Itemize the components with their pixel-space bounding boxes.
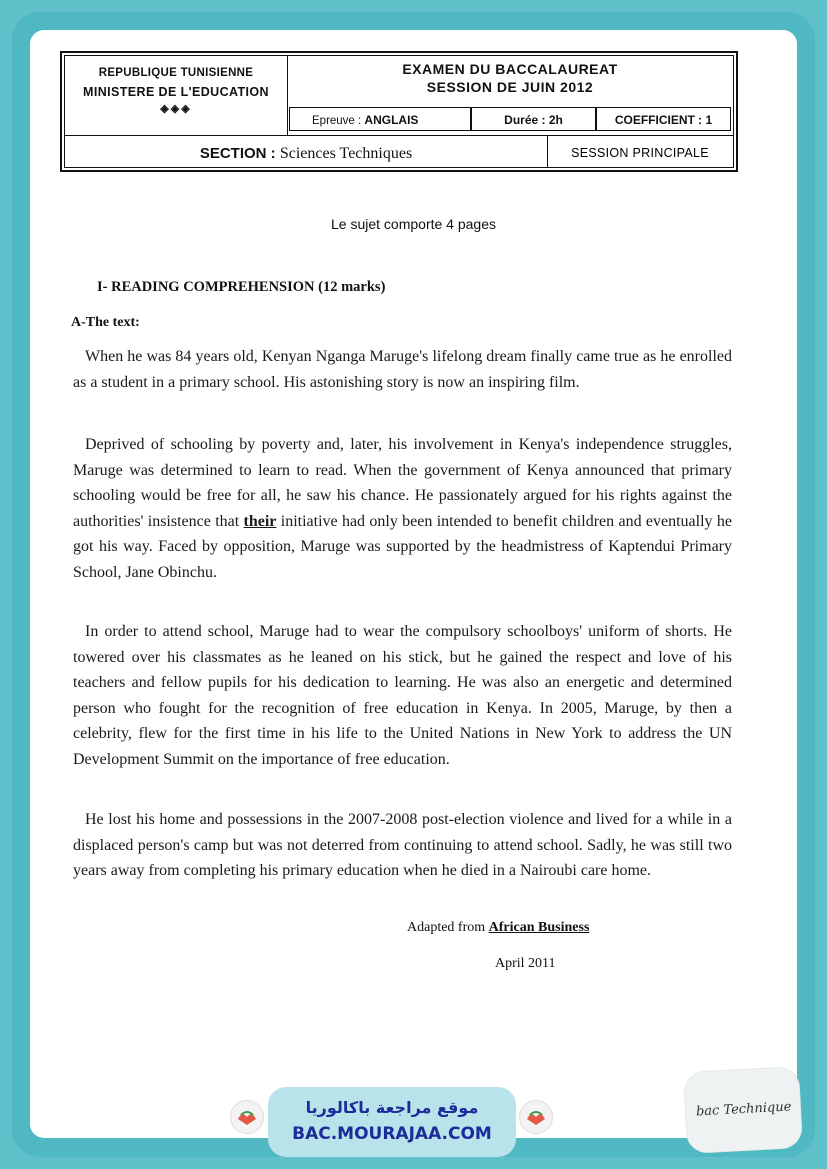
part-title: I- READING COMPREHENSION (12 marks): [97, 279, 386, 295]
site-logo-left-icon: [230, 1100, 264, 1134]
text-title: A-The text:: [71, 315, 140, 330]
paragraph-2-end: initiative had only been intended to benefit children and eventually he got his way. Faced by opposition, Maruge was supported by the headmistress of Kaptendui Primary School, Jane Obinchu.: [73, 512, 732, 581]
exam-title: EXAMEN DU BACCALAUREAT: [402, 61, 618, 77]
site-promo-banner[interactable]: [268, 1087, 516, 1157]
epreuve-label: Epreuve :: [312, 115, 365, 127]
exam-info-row: [287, 105, 733, 135]
source-date: April 2011: [495, 956, 556, 971]
exam-title-block: [287, 56, 733, 105]
epreuve-value: ANGLAIS: [364, 113, 419, 127]
promo-site-url[interactable]: BAC.MOURAJAA.COM: [292, 1124, 492, 1144]
country-name: REPUBLIQUE TUNISIENNE: [98, 67, 254, 79]
section-value: Sciences Techniques: [279, 145, 413, 162]
paragraph-4: He lost his home and possessions in the 2007-2008 post-election violence and lived for a while in a displaced person's camp but was not deterred from continuing to attend school. Sadly, he was still two years away from completing his primary education when he died in a Nairoubi care home.: [73, 811, 732, 879]
session-type-cell: SESSION PRINCIPALE: [571, 146, 709, 160]
section-label: SECTION :: [199, 145, 280, 162]
section-row: [65, 135, 733, 167]
paragraph-3: In order to attend school, Maruge had to wear the compulsory schoolboys' uniform of shorts. He towered over his classmates as he leaned on his stick, but he gained the respect and love of his teachers and fellow pupils for his dedication to learning. He was also an energetic and determined person who fought for the recognition of free education in Kenya. In 2005, Maruge, by then a celebrity, flew for the first time in his life to the United Nations in New York to address the UN Development Summit on the importance of free education.: [73, 623, 732, 768]
paragraph-1: When he was 84 years old, Kenyan Nganga Maruge's lifelong dream finally came true as he enrolled as a student in a primary school. His astonishing story is now an inspiring film.: [73, 348, 732, 391]
ornament: ◈◈◈: [160, 103, 192, 115]
ministry-block: [65, 56, 288, 135]
paragraph-2-start: Deprived of schooling by poverty and, later, his involvement in Kenya's independence struggles, Maruge was determined to learn to read. When the government of Kenya announced that primary schooling would be free for all, he saw his chance. He passionately argued for his rights against the authorities' insistence that: [73, 436, 732, 530]
stamp-text: bac Technique: [695, 1099, 792, 1120]
source-prefix: Adapted from: [407, 920, 489, 935]
duree-cell: Durée : 2h: [471, 107, 596, 131]
source-publication: African Business: [488, 920, 590, 935]
source-line: [407, 920, 589, 936]
exam-session: SESSION DE JUIN 2012: [426, 79, 594, 95]
section-cell: [65, 136, 548, 167]
site-logo-right-icon: [519, 1100, 553, 1134]
pages-note: Le sujet comporte 4 pages: [331, 216, 496, 232]
emphasized-word: their: [243, 512, 277, 530]
coefficient-cell: COEFFICIENT : 1: [596, 107, 731, 131]
epreuve-cell: [289, 107, 471, 131]
promo-arabic-text: موقع مراجعة باكالوريا: [305, 1098, 479, 1117]
paragraph-2: [73, 432, 732, 585]
bac-technique-stamp: [684, 1067, 802, 1153]
exam-header-table: [60, 51, 738, 172]
ministry-name: MINISTERE DE L'EDUCATION: [83, 85, 269, 99]
